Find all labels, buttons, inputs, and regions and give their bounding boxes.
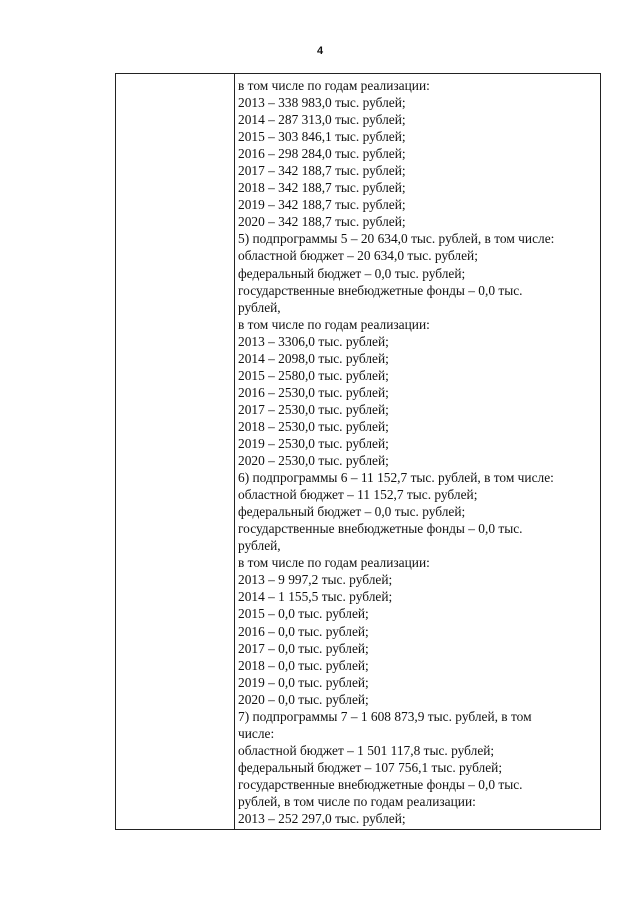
document-table: [115, 73, 601, 830]
text-line: 2018 – 2530,0 тыс. рублей;: [238, 418, 389, 434]
text-line: 6) подпрограммы 6 – 11 152,7 тыс. рублей, в том числе:: [238, 470, 554, 486]
table-right-cell: [234, 77, 600, 827]
text-line: 2017 – 342 188,7 тыс. рублей;: [238, 163, 406, 179]
text-line: в том числе по годам реализации:: [238, 316, 430, 332]
text-line: 2013 – 252 297,0 тыс. рублей;: [238, 811, 406, 827]
text-line: в том числе по годам реализации:: [238, 78, 430, 93]
text-line: 2016 – 2530,0 тыс. рублей;: [238, 384, 389, 400]
text-line: 2018 – 342 188,7 тыс. рублей;: [238, 180, 406, 196]
text-line: государственные внебюджетные фонды – 0,0 тыс.: [238, 521, 523, 537]
text-line: 2015 – 303 846,1 тыс. рублей;: [238, 129, 406, 145]
text-line: 2015 – 0,0 тыс. рублей;: [238, 606, 369, 622]
text-line: рублей, в том числе по годам реализации:: [238, 793, 476, 809]
text-line: 2020 – 342 188,7 тыс. рублей;: [238, 214, 406, 230]
text-line: 7) подпрограммы 7 – 1 608 873,9 тыс. рублей, в том: [238, 708, 532, 724]
text-line: 2013 – 9 997,2 тыс. рублей;: [238, 572, 393, 588]
text-line: федеральный бюджет – 0,0 тыс. рублей;: [238, 504, 466, 520]
text-line: рублей,: [238, 538, 281, 554]
text-line: 2015 – 2580,0 тыс. рублей;: [238, 367, 389, 383]
text-line: 2014 – 287 313,0 тыс. рублей;: [238, 112, 406, 128]
text-line: 2020 – 2530,0 тыс. рублей;: [238, 453, 389, 469]
text-line: федеральный бюджет – 107 756,1 тыс. рублей;: [238, 759, 503, 775]
text-line: 2017 – 0,0 тыс. рублей;: [238, 640, 369, 656]
text-line: 2013 – 3306,0 тыс. рублей;: [238, 333, 389, 349]
text-line: 2018 – 0,0 тыс. рублей;: [238, 657, 369, 673]
text-line: областной бюджет – 11 152,7 тыс. рублей;: [238, 487, 478, 503]
text-line: рублей,: [238, 299, 281, 315]
text-line: государственные внебюджетные фонды – 0,0 тыс.: [238, 282, 523, 298]
text-line: государственные внебюджетные фонды – 0,0 тыс.: [238, 776, 523, 792]
text-line: 2019 – 2530,0 тыс. рублей;: [238, 435, 389, 451]
text-line: 5) подпрограммы 5 – 20 634,0 тыс. рублей, в том числе:: [238, 231, 555, 247]
text-line: 2017 – 2530,0 тыс. рублей;: [238, 401, 389, 417]
page-number: 4: [316, 45, 324, 57]
text-line: числе:: [238, 725, 275, 741]
table-left-cell: [116, 74, 235, 829]
text-line: областной бюджет – 20 634,0 тыс. рублей;: [238, 248, 478, 264]
text-line: 2016 – 0,0 тыс. рублей;: [238, 623, 369, 639]
text-line: 2014 – 2098,0 тыс. рублей;: [238, 350, 389, 366]
text-line: федеральный бюджет – 0,0 тыс. рублей;: [238, 265, 466, 281]
text-line: 2019 – 342 188,7 тыс. рублей;: [238, 197, 406, 213]
text-line: 2014 – 1 155,5 тыс. рублей;: [238, 589, 393, 605]
text-line: областной бюджет – 1 501 117,8 тыс. рублей;: [238, 742, 495, 758]
text-line: 2013 – 338 983,0 тыс. рублей;: [238, 95, 406, 111]
text-line: 2019 – 0,0 тыс. рублей;: [238, 674, 369, 690]
text-line: 2020 – 0,0 тыс. рублей;: [238, 691, 369, 707]
text-line: в том числе по годам реализации:: [238, 555, 430, 571]
text-line: 2016 – 298 284,0 тыс. рублей;: [238, 146, 406, 162]
